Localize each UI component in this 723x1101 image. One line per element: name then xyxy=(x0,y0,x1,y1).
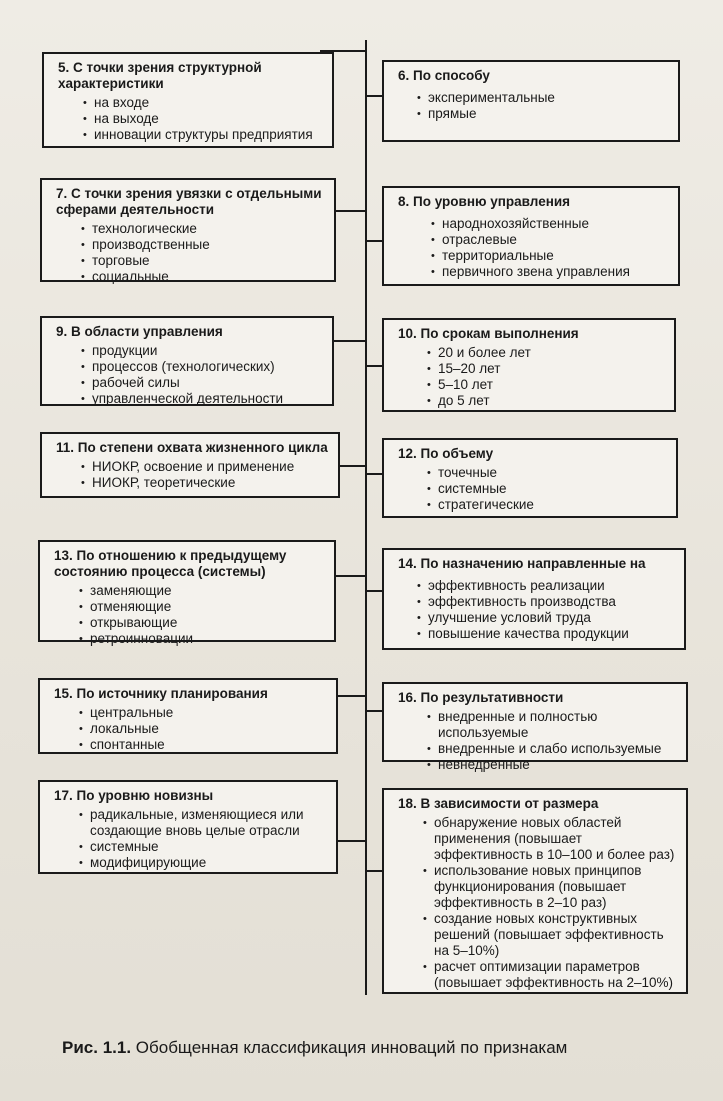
connector xyxy=(366,710,382,712)
box-items xyxy=(56,343,322,407)
box-title: 12. По объему xyxy=(398,446,494,461)
class-box-13 xyxy=(38,540,336,646)
box-title: 5. С точки зрения структурной характеристики xyxy=(58,60,262,91)
box-items xyxy=(56,221,324,285)
box-item: • системные xyxy=(438,481,666,497)
class-box-11 xyxy=(40,432,340,498)
box-items xyxy=(398,709,676,773)
box-items xyxy=(398,345,664,409)
box-items xyxy=(54,583,324,647)
box-item: • открывающие xyxy=(90,615,324,631)
box-item: • технологические xyxy=(92,221,324,237)
class-box-9 xyxy=(40,316,334,406)
box-item: • невнедренные xyxy=(438,757,676,773)
class-box-6 xyxy=(382,60,680,142)
box-item: • первичного звена управления xyxy=(442,264,668,280)
box-item: • на выходе xyxy=(94,111,322,127)
box-item: • прямые xyxy=(428,106,668,122)
box-items xyxy=(398,90,668,122)
box-items xyxy=(54,705,326,753)
box-items xyxy=(54,807,326,871)
box-item: • отраслевые xyxy=(442,232,668,248)
box-item: • заменяющие xyxy=(90,583,324,599)
box-items xyxy=(56,459,328,491)
class-box-12 xyxy=(382,438,678,518)
box-title: 8. По уровню управления xyxy=(398,194,571,209)
box-item: • точечные xyxy=(438,465,666,481)
figure-number: Рис. 1.1. xyxy=(62,1038,132,1057)
box-item: • внедренные и полностью используемые xyxy=(438,709,676,741)
box-item: • обнаружение новых областей применения (повышает эффективность в 10–100 и более раз) xyxy=(434,815,676,863)
class-box-5 xyxy=(42,52,334,148)
box-item: • эффективность производства xyxy=(428,594,674,610)
box-items xyxy=(58,95,322,143)
box-item: • территориальные xyxy=(442,248,668,264)
box-item: • продукции xyxy=(92,343,322,359)
box-item: • центральные xyxy=(90,705,326,721)
box-item: • рабочей силы xyxy=(92,375,322,391)
figure-title: Обобщенная классификация инноваций по признакам xyxy=(135,1038,568,1057)
box-title: 6. По способу xyxy=(398,68,490,83)
box-title: 17. По уровню новизны xyxy=(54,788,214,803)
box-item: • отменяющие xyxy=(90,599,324,615)
box-title: 11. По степени охвата жизненного цикла xyxy=(56,440,328,455)
box-title: 14. По назначению направленные на xyxy=(398,556,646,571)
box-items xyxy=(398,465,666,513)
box-item: • создание новых конструктивных решений (повышает эффективность на 5–10%) xyxy=(434,911,676,959)
box-item: • использование новых принципов функционирования (повышает эффективность в 2–10 раз) xyxy=(434,863,676,911)
class-box-7 xyxy=(40,178,336,282)
connector xyxy=(366,365,382,367)
box-item: • 20 и более лет xyxy=(438,345,664,361)
box-item: • процессов (технологических) xyxy=(92,359,322,375)
box-item: • улучшение условий труда xyxy=(428,610,674,626)
box-item: • повышение качества продукции xyxy=(428,626,674,642)
connector xyxy=(366,95,382,97)
box-item: • радикальные, изменяющиеся или создающие вновь целые отрасли xyxy=(90,807,326,839)
box-title: 15. По источнику планирования xyxy=(54,686,268,701)
box-item: • спонтанные xyxy=(90,737,326,753)
connector xyxy=(366,240,382,242)
box-title: 16. По результативности xyxy=(398,690,564,705)
box-title: 7. С точки зрения увязки с отдельными сферами деятельности xyxy=(56,186,322,217)
box-item: • ретроинновации xyxy=(90,631,324,647)
box-item: • до 5 лет xyxy=(438,393,664,409)
class-box-14 xyxy=(382,548,686,650)
box-item: • системные xyxy=(90,839,326,855)
box-item: • НИОКР, теоретические xyxy=(92,475,328,491)
box-item: • управленческой деятельности xyxy=(92,391,322,407)
diagram-spine xyxy=(365,40,367,995)
box-item: • инновации структуры предприятия xyxy=(94,127,322,143)
box-items xyxy=(398,216,668,280)
box-title: 18. В зависимости от размера xyxy=(398,796,599,811)
box-item: • 5–10 лет xyxy=(438,377,664,393)
box-item: • НИОКР, освоение и применение xyxy=(92,459,328,475)
class-box-15 xyxy=(38,678,338,754)
box-item: • 15–20 лет xyxy=(438,361,664,377)
class-box-10 xyxy=(382,318,676,412)
connector xyxy=(366,473,382,475)
box-item: • производственные xyxy=(92,237,324,253)
connector xyxy=(334,210,366,212)
class-box-17 xyxy=(38,780,338,874)
class-box-18 xyxy=(382,788,688,994)
class-box-8 xyxy=(382,186,680,286)
box-title: 10. По срокам выполнения xyxy=(398,326,579,341)
box-item: • экспериментальные xyxy=(428,90,668,106)
figure-caption xyxy=(62,1038,682,1058)
box-item: • модифицирующие xyxy=(90,855,326,871)
box-items xyxy=(398,815,676,991)
class-box-16 xyxy=(382,682,688,772)
box-item: • стратегические xyxy=(438,497,666,513)
connector xyxy=(366,590,382,592)
box-item: • эффективность реализации xyxy=(428,578,674,594)
box-item: • народнохозяйственные xyxy=(442,216,668,232)
box-items xyxy=(398,578,674,642)
connector xyxy=(366,870,382,872)
box-item: • расчет оптимизации параметров (повышает эффективность на 2–10%) xyxy=(434,959,676,991)
box-item: • торговые xyxy=(92,253,324,269)
box-title: 13. По отношению к предыдущему состоянию процесса (системы) xyxy=(54,548,287,579)
box-item: • локальные xyxy=(90,721,326,737)
box-item: • социальные xyxy=(92,269,324,285)
box-title: 9. В области управления xyxy=(56,324,223,339)
box-item: • на входе xyxy=(94,95,322,111)
box-item: • внедренные и слабо используемые xyxy=(438,741,676,757)
